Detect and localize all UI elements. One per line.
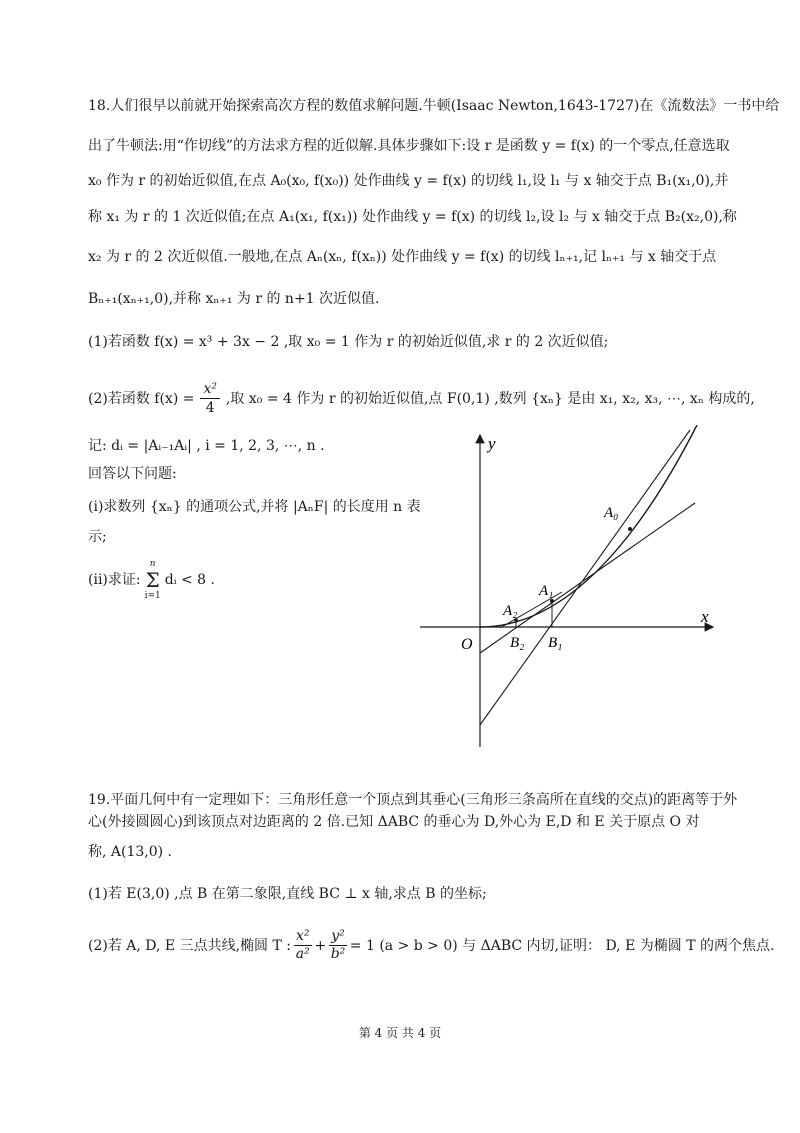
q18-d-definition: 记: dᵢ = |Aᵢ₋₁Aᵢ| , i = 1, 2, 3, ⋯, n .	[88, 438, 325, 454]
q19-line-2: 心(外接圆圆心)到该顶点对边距离的 2 倍.已知 ΔABC 的垂心为 D,外心为 E,D 和 E 关于原点 O 对	[88, 814, 700, 830]
origin-label: O	[461, 636, 473, 653]
q18-sub-ii-suffix: dᵢ < 8 .	[164, 572, 215, 588]
q19-part-2-suffix: = 1 (a > b > 0) 与 ΔABC 内切,证明： D, E 为椭圆 T 的两个焦点.	[349, 937, 775, 954]
q18-line-6: Bₙ₊₁(xₙ₊₁,0),并称 xₙ₊₁ 为 r 的 n+1 次近似值.	[88, 291, 380, 307]
q18-line-4: 称 x₁ 为 r 的 1 次近似值;在点 A₁(x₁, f(x₁)) 处作曲线 y = f(x) 的切线 l₂,设 l₂ 与 x 轴交于点 B₂(x₂,0),称	[88, 209, 737, 225]
parabola-curve	[480, 425, 697, 627]
fraction-denominator: a²	[295, 946, 310, 962]
fraction-numerator: x²	[296, 928, 310, 944]
ellipse-fraction-x	[294, 928, 312, 963]
q19-part-1: (1)若 E(3,0) ,点 B 在第二象限,直线 BC ⊥ x 轴,求点 B 的坐标;	[88, 886, 487, 902]
tangent-line-l2	[480, 503, 695, 653]
tangent-line-l1	[480, 430, 690, 725]
q19-line-3: 称, A(13,0) .	[88, 844, 173, 860]
q18-line-1: 18.人们很早以前就开始探索高次方程的数值求解问题.牛顿(Isaac Newton,1643-1727)在《流数法》一书中给	[88, 98, 780, 114]
summation-lower: i=1	[144, 591, 161, 601]
q18-sub-ii-prefix: (ii)求证:	[88, 572, 141, 588]
point-a1	[550, 599, 554, 603]
summation-sigma: Σ	[145, 568, 160, 592]
q18-line-2: 出了牛顿法:用“作切线”的方法求方程的近似解.具体步骤如下:设 r 是函数 y = f(x) 的一个零点,任意选取	[88, 138, 730, 154]
label-b1: B₁	[548, 635, 563, 651]
newton-method-graph	[418, 425, 720, 750]
label-b2: B₂	[510, 635, 525, 651]
q19-part-2-prefix: (2)若 A, D, E 三点共线,椭圆 T :	[88, 937, 291, 954]
label-a0: A₀	[604, 505, 619, 521]
q18-part-2-suffix: ,取 x₀ = 4 作为 r 的初始近似值,点 F(0,1) ,数列 {xₙ} 是由 x₁, x₂, x₃, ⋯, xₙ 构成的,	[225, 390, 755, 407]
q18-sub-i-line-1: (i)求数列 {xₙ} 的通项公式,并将 |AₙF| 的长度用 n 表	[88, 499, 421, 515]
q18-sub-i-line-2: 示;	[88, 529, 107, 545]
q18-prompt: 回答以下问题:	[88, 466, 177, 482]
q18-line-3: x₀ 作为 r 的初始近似值,在点 A₀(x₀, f(x₀)) 处作曲线 y = f(x) 的切线 l₁,设 l₁ 与 x 轴交于点 B₁(x₁,0),并	[88, 173, 729, 189]
summation-upper: n	[149, 559, 156, 569]
q18-sub-ii	[88, 558, 215, 602]
x-axis-label: x	[701, 607, 709, 626]
fraction-numerator: y²	[331, 928, 345, 944]
label-a1: A₁	[539, 583, 554, 599]
y-axis-label: y	[488, 434, 496, 453]
fraction-denominator: b²	[330, 946, 346, 962]
fraction-denominator: 4	[205, 400, 215, 416]
plus-sign: +	[314, 937, 327, 954]
point-a0	[628, 527, 632, 531]
q18-part-2	[88, 380, 755, 417]
q18-part-2-prefix: (2)若函数 f(x) =	[88, 390, 195, 407]
summation	[145, 558, 161, 602]
fraction-numerator: x²	[200, 380, 220, 399]
q19-part-2	[88, 928, 774, 963]
label-a2: A₂	[503, 603, 518, 619]
q18-part-1: (1)若函数 f(x) = x³ + 3x − 2 ,取 x₀ = 1 作为 r 的初始近似值,求 r 的 2 次近似值;	[88, 334, 609, 350]
page-footer: 第 4 页 共 4 页	[358, 1026, 442, 1040]
q19-line-1: 19.平面几何中有一定理如下：三角形任意一个顶点到其垂心(三角形三条高所在直线的交点)的距离等于外	[88, 792, 738, 808]
q18-part-2-fraction	[200, 380, 220, 417]
ellipse-fraction-y	[329, 928, 347, 963]
q18-line-5: x₂ 为 r 的 2 次近似值.一般地,在点 Aₙ(xₙ, f(xₙ)) 处作曲线 y = f(x) 的切线 lₙ₊₁,记 lₙ₊₁ 与 x 轴交于点	[88, 249, 717, 265]
